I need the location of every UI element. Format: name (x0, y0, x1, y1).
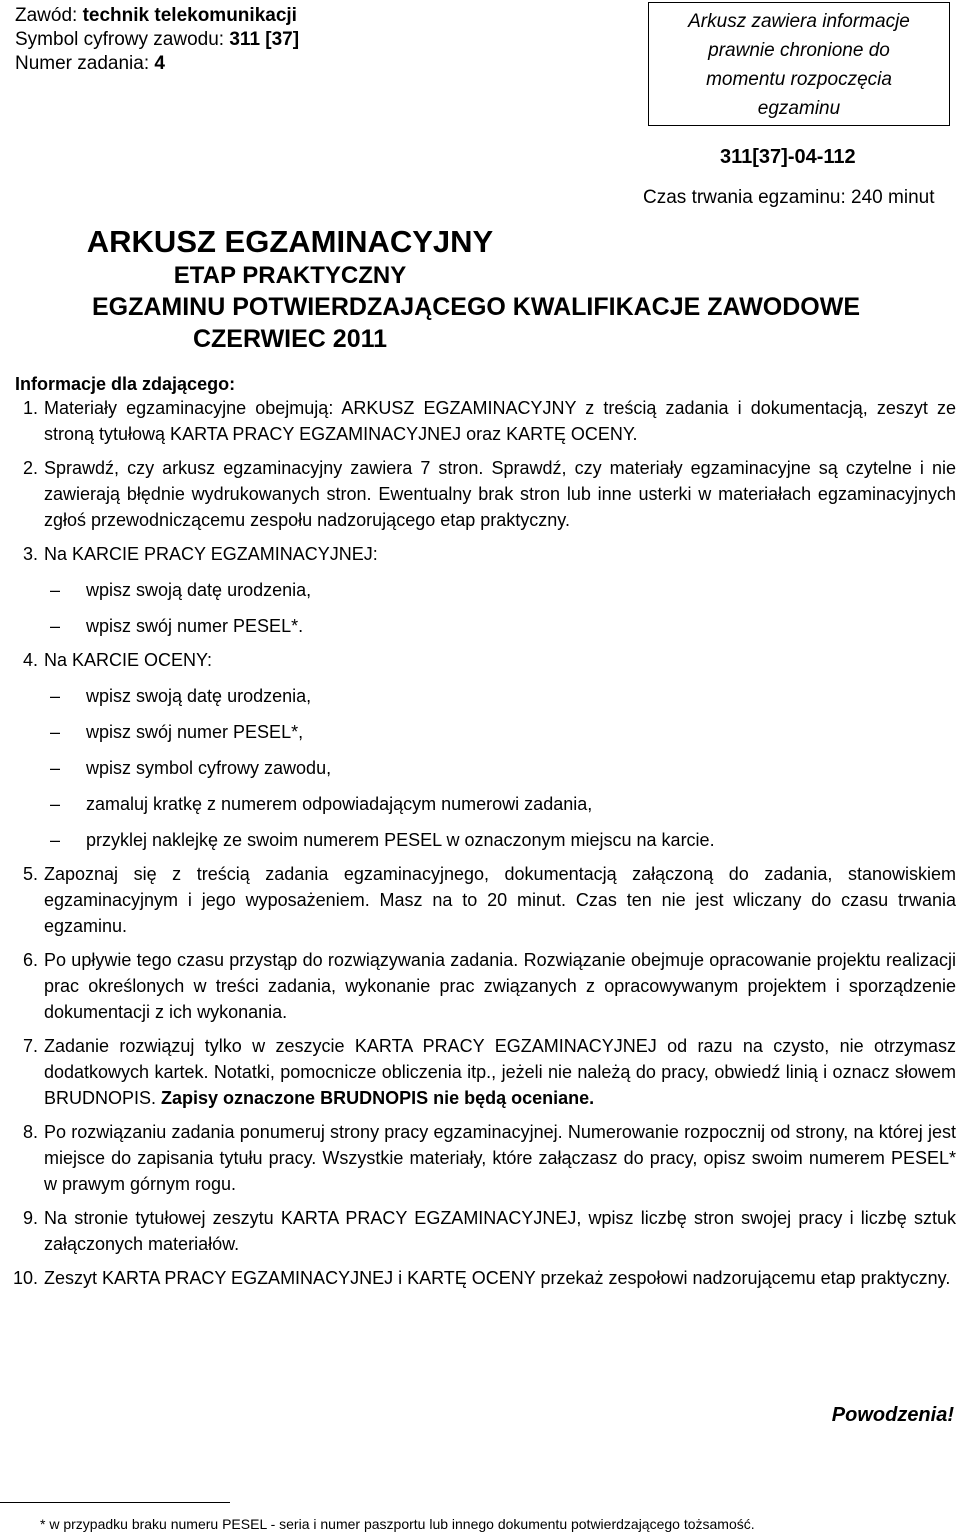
item-number: 2. (22, 458, 38, 478)
zawod-value: technik telekomunikacji (82, 5, 297, 26)
dash-bullet: – (50, 616, 61, 636)
list-item (8, 1205, 956, 1257)
sub-item-text: wpisz swoją datę urodzenia, (86, 686, 312, 706)
list-item (8, 1033, 956, 1111)
sub-item-text: wpisz swoją datę urodzenia, (86, 580, 312, 600)
dash-bullet: – (50, 686, 61, 706)
item-number: 9. (22, 1208, 38, 1228)
item-text: Na KARCIE PRACY EGZAMINACYJNEJ: (44, 544, 378, 564)
closing-wish: Powodzenia! (831, 1404, 954, 1426)
sub-item (8, 827, 956, 853)
instruction-list (8, 395, 956, 1291)
symbol-label: Symbol cyfrowy zawodu: (15, 29, 230, 50)
item-text-bold: Zapisy oznaczone BRUDNOPIS nie będą oceniane. (161, 1088, 595, 1108)
item-number: 3. (22, 544, 38, 564)
list-item (8, 947, 956, 1025)
list-item (8, 455, 956, 533)
item-number: 1. (22, 398, 38, 418)
info-heading: Informacje dla zdającego: (15, 374, 236, 394)
list-item (8, 1265, 956, 1291)
title-stage: ETAP PRAKTYCZNY (173, 262, 407, 289)
item-number: 10. (12, 1268, 38, 1288)
symbol-value: 311 [37] (229, 29, 300, 50)
item-text: Materiały egzaminacyjne obejmują: ARKUSZ EGZAMINACYJNY z treścią zadania i dokumentacją, zeszyt ze stroną tytułową KARTA PRACY EGZAMINACYJNEJ oraz KARTĘ OCENY. (44, 398, 956, 444)
list-item (8, 861, 956, 939)
list-item (8, 1119, 956, 1197)
item-text: Na KARCIE OCENY: (44, 650, 213, 670)
item-number: 8. (22, 1122, 38, 1142)
sub-item (8, 755, 956, 781)
item-text-plain: Zadanie rozwiązuj tylko w zeszycie KARTA PRACY EGZAMINACYJNEJ od razu na czysto, nie otrzymasz dodatkowych kartek. Notatki, pomocnicze obliczenia itp., jeżeli nie należą do pracy, obwiedź linią i oznacz słowem BRUDNOPIS. (44, 1036, 956, 1108)
dash-bullet: – (50, 722, 61, 742)
notice-line: prawnie chronione do (708, 40, 890, 61)
item-number: 7. (22, 1036, 38, 1056)
sub-item (8, 613, 956, 639)
numer-line (15, 52, 165, 76)
title-exam: EGZAMINU POTWIERDZAJĄCEGO KWALIFIKACJE ZAWODOWE (91, 293, 861, 321)
symbol-line (15, 28, 299, 52)
zawod-label: Zawód: (15, 5, 83, 26)
numer-value: 4 (154, 53, 165, 74)
list-item (8, 541, 956, 567)
sub-item-text: wpisz swój numer PESEL*, (86, 722, 304, 742)
item-text: Sprawdź, czy arkusz egzaminacyjny zawiera 7 stron. Sprawdź, czy materiały egzaminacyjne są czytelne i nie zawierają błędnie wydrukowanych stron. Ewentualny brak stron lub inne usterki w materiałach egzaminacyjnych zgłoś przewodniczącemu zespołu nadzorującego etap praktyczny. (44, 458, 956, 530)
notice-line: egzaminu (757, 98, 841, 119)
footnote: * w przypadku braku numeru PESEL - seria i numer paszportu lub innego dokumentu potwierdzającego tożsamość. (40, 1516, 755, 1532)
title-main: ARKUSZ EGZAMINACYJNY (86, 224, 494, 259)
footnote-divider (0, 1502, 230, 1503)
notice-line: momentu rozpoczęcia (706, 69, 892, 90)
item-number: 4. (22, 650, 38, 670)
sub-item (8, 719, 956, 745)
legal-notice-box (648, 2, 950, 126)
item-text: Po upływie tego czasu przystąp do rozwiązywania zadania. Rozwiązanie obejmuje opracowanie projektu realizacji prac określonych w treści zadania, wykonanie prac związanych z opracowywanym projektem i sporządzenie dokumentacji z ich wykonania. (44, 950, 956, 1022)
sub-item-text: wpisz swój numer PESEL*. (86, 616, 304, 636)
title-session: CZERWIEC 2011 (192, 325, 388, 353)
sub-item (8, 577, 956, 603)
exam-code: 311[37]-04-112 (720, 146, 856, 168)
sub-item (8, 683, 956, 709)
sub-item-text: wpisz symbol cyfrowy zawodu, (86, 758, 332, 778)
dash-bullet: – (50, 758, 61, 778)
item-number: 5. (22, 864, 38, 884)
sub-item-text: zamaluj kratkę z numerem odpowiadającym numerowi zadania, (86, 794, 593, 814)
list-item (8, 395, 956, 447)
item-text: Na stronie tytułowej zeszytu KARTA PRACY EGZAMINACYJNEJ, wpisz liczbę stron swojej pracy i liczbę sztuk załączonych materiałów. (44, 1208, 956, 1254)
sub-item-text: przyklej naklejkę ze swoim numerem PESEL w oznaczonym miejscu na karcie. (86, 830, 715, 850)
zawod-line (15, 4, 297, 28)
item-number: 6. (22, 950, 38, 970)
item-text (44, 1033, 956, 1111)
dash-bullet: – (50, 580, 61, 600)
exam-duration: Czas trwania egzaminu: 240 minut (643, 187, 935, 208)
item-text: Zapoznaj się z treścią zadania egzaminacyjnego, dokumentacją załączoną do zadania, stanowiskiem egzaminacyjnym i jego wyposażeniem. Masz na to 20 minut. Czas ten nie jest wliczany do czasu trwania egzaminu. (44, 864, 956, 936)
numer-label: Numer zadania: (15, 53, 155, 74)
notice-line: Arkusz zawiera informacje (688, 11, 910, 32)
item-text: Zeszyt KARTA PRACY EGZAMINACYJNEJ i KARTĘ OCENY przekaż zespołowi nadzorującemu etap praktyczny. (44, 1268, 951, 1288)
sub-item (8, 791, 956, 817)
dash-bullet: – (50, 794, 61, 814)
list-item (8, 647, 956, 673)
item-text: Po rozwiązaniu zadania ponumeruj strony pracy egzaminacyjnej. Numerowanie rozpocznij od strony, na której jest miejsce do zapisania tytułu pracy. Wszystkie materiały, które załączasz do pracy, opisz swoim numerem PESEL* w prawym górnym rogu. (44, 1122, 956, 1194)
dash-bullet: – (50, 830, 61, 850)
